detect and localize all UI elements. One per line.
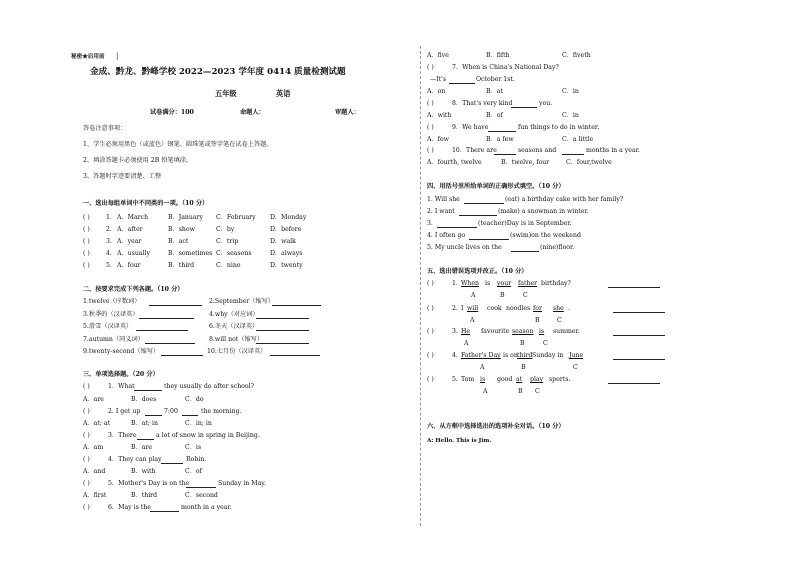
- answer-blank[interactable]: [511, 245, 539, 252]
- answer-paren[interactable]: ( ): [83, 504, 90, 511]
- option-b: B．at: [486, 88, 503, 95]
- option-b: B．at; in: [131, 420, 158, 427]
- question-text: 8．That's very kind: [452, 100, 513, 107]
- answer-paren[interactable]: ( ): [427, 64, 434, 71]
- option-mark-b: B: [518, 388, 523, 395]
- section2-title: 二、按要求完成下列各题。（10 分）: [83, 286, 184, 293]
- question-text: 10．There are: [452, 147, 497, 154]
- answer-blank[interactable]: [161, 349, 203, 356]
- question-text: the morning.: [201, 408, 242, 415]
- option-a: A．first: [83, 492, 107, 499]
- option-mark-a: A: [471, 292, 476, 299]
- underlined-word-b: season: [512, 328, 534, 335]
- underlined-word-c: father: [518, 280, 538, 287]
- option-b: B．act: [168, 238, 189, 245]
- question-number: 5.: [452, 376, 458, 383]
- section4-title: 四、用括号里所给单词的正确形式填空。（10 分）: [427, 183, 565, 190]
- option-b: B．third: [131, 492, 158, 499]
- option-mark-a: A: [470, 317, 475, 324]
- answer-blank[interactable]: [256, 312, 309, 319]
- option-c: C．in; in: [185, 420, 212, 427]
- question-number: 1.: [106, 214, 112, 221]
- exam-title: 金成、黔龙、黔峰学校 2022—2023 学年度 0414 质量检测试题: [90, 67, 346, 77]
- option-b: B．of: [486, 112, 503, 119]
- option-c: C．is: [185, 444, 202, 451]
- sentence-word: summer.: [553, 328, 580, 335]
- underlined-word-a: He: [461, 328, 471, 335]
- option-a: A．few: [427, 136, 449, 143]
- answer-blank[interactable]: [459, 209, 497, 216]
- sentence-word: is: [485, 280, 491, 287]
- fill-text: 3.: [427, 220, 433, 227]
- option-a: A．on: [427, 88, 446, 95]
- underlined-word-b: third: [517, 352, 533, 359]
- option-c: C．trip: [216, 238, 239, 245]
- underlined-word-b: your: [497, 280, 512, 287]
- convert-item: 6.冬天（汉译英）: [209, 323, 259, 330]
- question-number: 2.: [106, 226, 112, 233]
- sentence-word: cook: [487, 305, 502, 312]
- answer-blank[interactable]: [139, 312, 194, 319]
- question-number: 3.: [452, 328, 458, 335]
- answer-blank[interactable]: [145, 337, 195, 344]
- question-number: 1.: [452, 280, 458, 287]
- option-c: C．do: [185, 396, 204, 403]
- convert-item: 4.why（对应词）: [209, 311, 259, 318]
- option-d: D．twenty: [270, 262, 303, 269]
- option-a: A．usually: [117, 250, 150, 257]
- convert-item: 7.autumn（同义词）: [83, 336, 144, 343]
- option-c: C．in: [562, 112, 579, 119]
- underlined-word-a: Father's Day: [461, 352, 501, 359]
- option-c: C．nine: [216, 262, 241, 269]
- question-text: 6．May is the: [108, 504, 151, 511]
- option-d: D．before: [270, 226, 302, 233]
- underlined-word-c: play: [530, 376, 544, 383]
- option-a: A．year: [117, 238, 142, 245]
- question-text: a lot of snow in spring in Beijing.: [156, 432, 260, 439]
- option-mark-c: C: [535, 388, 540, 395]
- sentence-word: good: [497, 376, 513, 383]
- answer-blank[interactable]: [449, 77, 475, 84]
- question-text: fun things to do in winter.: [518, 124, 600, 131]
- dialogue-line: A: Hello. This is Jim.: [427, 438, 492, 444]
- option-a: A．are: [83, 396, 104, 403]
- answer-blank[interactable]: [488, 125, 516, 132]
- convert-item: 10.七月份（汉译英）: [207, 348, 267, 355]
- answer-blank[interactable]: [256, 337, 309, 344]
- secret-bar: |: [116, 52, 119, 60]
- underlined-word-a: When: [461, 280, 479, 287]
- answer-paren[interactable]: ( ): [427, 100, 434, 107]
- question-text: 9．We have: [452, 124, 489, 131]
- option-b: B．are: [131, 444, 153, 451]
- fill-text: (eat) a birthday cake with her family?: [505, 196, 624, 203]
- question-number: 4.: [106, 250, 112, 257]
- option-a: A．five: [427, 52, 449, 59]
- answer-blank[interactable]: [272, 299, 321, 306]
- section6-title: 六、从方框中选择选出的选项补全对话。（10 分）: [427, 423, 565, 430]
- answer-paren[interactable]: ( ): [83, 214, 90, 221]
- answer-paren[interactable]: ( ): [427, 305, 434, 312]
- answer-blank[interactable]: [562, 148, 584, 155]
- answer-paren[interactable]: ( ): [427, 280, 434, 287]
- option-mark-b: B: [521, 364, 526, 371]
- option-d: D．walk: [270, 238, 296, 245]
- option-c: C．by: [216, 226, 235, 233]
- option-a: A．am: [83, 444, 104, 451]
- full-marks: 试卷满分：100: [150, 109, 194, 116]
- question-text: October 1st.: [476, 76, 515, 83]
- answer-paren[interactable]: ( ): [83, 456, 90, 463]
- section1-title: 一、选出每组单词中不同类的一项。（10 分）: [83, 200, 209, 207]
- sentence-word: birthday?: [541, 280, 571, 287]
- sentence-word: I: [461, 305, 464, 312]
- correction-blank[interactable]: [608, 281, 660, 288]
- answer-blank[interactable]: [437, 221, 477, 228]
- answer-paren[interactable]: ( ): [83, 238, 90, 245]
- underlined-word-b: at: [516, 376, 523, 383]
- secret-label: 秘密★启用前: [71, 54, 105, 60]
- option-b: B．with: [131, 468, 156, 475]
- option-b: B．third: [168, 262, 195, 269]
- option-mark-b: B: [500, 292, 505, 299]
- answer-paren[interactable]: ( ): [83, 226, 90, 233]
- question-text: you.: [539, 100, 553, 107]
- answer-paren[interactable]: ( ): [427, 328, 434, 335]
- answer-blank[interactable]: [149, 299, 202, 306]
- correction-blank[interactable]: [613, 329, 665, 336]
- note-item: 3、答题时字迹要清楚、工整: [83, 173, 162, 180]
- underlined-word-a: will: [467, 305, 479, 312]
- correction-blank[interactable]: [613, 353, 665, 360]
- question-text: months in a year.: [586, 147, 640, 154]
- option-mark-c: C: [523, 292, 528, 299]
- fill-text: (swim)on the weekend: [510, 232, 581, 239]
- answer-paren[interactable]: ( ): [427, 352, 434, 359]
- fill-text: 4. I often go: [427, 232, 466, 239]
- option-b: B．fifth: [486, 52, 510, 59]
- option-a: A．after: [117, 226, 143, 233]
- option-c: C．seasons: [216, 250, 252, 257]
- option-mark-a: A: [464, 340, 469, 347]
- question-text: month in a year.: [181, 504, 232, 511]
- answer-blank[interactable]: [511, 101, 537, 108]
- column-divider: [420, 46, 421, 526]
- answer-blank[interactable]: [256, 324, 309, 331]
- question-text: 2. I get up: [108, 408, 141, 415]
- sentence-word: Sunday in: [532, 352, 564, 359]
- answer-blank[interactable]: [186, 481, 216, 488]
- subject-label: 英语: [276, 89, 291, 98]
- answer-paren[interactable]: ( ): [83, 250, 90, 257]
- fill-text: (nine)floor.: [540, 244, 575, 251]
- option-mark-b: B: [535, 317, 540, 324]
- answer-blank[interactable]: [494, 148, 516, 155]
- question-text: Robin.: [186, 456, 207, 463]
- option-c: C．in: [562, 88, 579, 95]
- answer-paren[interactable]: ( ): [83, 408, 90, 415]
- reviewer-label: 审题人：: [335, 109, 360, 116]
- option-c: C．fiveth: [562, 52, 591, 59]
- answer-paren[interactable]: ( ): [83, 432, 90, 439]
- option-c: C．second: [185, 492, 218, 499]
- answer-paren[interactable]: ( ): [83, 383, 90, 390]
- sentence-word: noodles: [506, 305, 531, 312]
- question-text: Sunday in May.: [218, 480, 266, 487]
- option-c: C．four,twelve: [566, 159, 612, 166]
- answer-blank[interactable]: [150, 505, 179, 512]
- notes-title: 答卷注意事项：: [83, 125, 127, 132]
- option-mark-c: C: [557, 317, 562, 324]
- sentence-word: sports.: [549, 376, 571, 383]
- question-text: 5．Mother's Day is on the: [108, 480, 190, 487]
- convert-item: 5.滑雪（汉译英）: [83, 323, 133, 330]
- correction-blank[interactable]: [608, 377, 660, 384]
- option-b: B．January: [168, 214, 204, 221]
- question-text: 7:00: [164, 408, 178, 415]
- underlined-word-c: is: [539, 328, 545, 335]
- question-number: 3.: [106, 238, 112, 245]
- option-a: A．four: [117, 262, 141, 269]
- answer-paren[interactable]: ( ): [83, 480, 90, 487]
- option-c: C．a little: [562, 136, 594, 143]
- answer-blank[interactable]: [469, 233, 509, 240]
- option-b: B．show: [168, 226, 195, 233]
- option-a: A．fourth, twelve: [427, 159, 482, 166]
- answer-paren[interactable]: ( ): [83, 262, 90, 269]
- fill-text: 5. My uncle lives on the: [427, 244, 502, 251]
- answer-paren[interactable]: ( ): [427, 147, 434, 154]
- option-b: B．a few: [486, 136, 514, 143]
- convert-item: 2.September（缩写）: [209, 298, 275, 305]
- option-mark-a: A: [483, 388, 488, 395]
- answer-blank[interactable]: [137, 433, 154, 440]
- option-d: D．always: [270, 250, 303, 257]
- question-number: 4.: [452, 352, 458, 359]
- fill-text: (teacher)Day is in September.: [478, 220, 572, 227]
- sentence-word: .: [568, 305, 570, 312]
- question-text: seasons and: [518, 147, 557, 154]
- question-text: —It's: [430, 76, 446, 83]
- option-b: B．twelve, four: [501, 159, 550, 166]
- fill-text: 1. Will she: [427, 196, 460, 203]
- answer-blank[interactable]: [270, 349, 320, 356]
- question-number: 5.: [106, 262, 112, 269]
- option-a: A．March: [117, 214, 149, 221]
- section3-title: 三、单项选择题。（20 分）: [83, 371, 159, 378]
- option-a: A．and: [83, 468, 106, 475]
- underlined-word-c: she: [553, 305, 564, 312]
- convert-item: 8.will not（缩写）: [209, 336, 264, 343]
- underlined-word-c: June: [569, 352, 584, 359]
- answer-blank[interactable]: [161, 457, 183, 464]
- question-text: 4．They can play: [108, 456, 162, 463]
- convert-item: 9.twenty-second（缩写）: [83, 348, 160, 355]
- option-mark-c: C: [573, 364, 578, 371]
- answer-blank[interactable]: [134, 384, 162, 391]
- grade-label: 五年级: [215, 89, 237, 98]
- question-text: 7．When is China's National Day?: [452, 64, 559, 71]
- option-b: B．does: [131, 396, 157, 403]
- section5-title: 五、选出错误选项并改正。（10 分）: [427, 268, 528, 275]
- note-item: 1、学生必须用黑色（或蓝色）钢笔、圆珠笔或签字笔在试卷上答题。: [83, 141, 273, 148]
- sentence-word: Tom: [461, 376, 475, 383]
- option-b: B．sometimes: [168, 250, 213, 257]
- option-d: D．Monday: [270, 214, 307, 221]
- option-mark-b: B: [520, 340, 525, 347]
- fill-text: (make) a snowman in winter.: [498, 208, 589, 215]
- underlined-word-a: is: [480, 376, 486, 383]
- answer-blank[interactable]: [464, 197, 504, 204]
- question-text: they usually do after school?: [164, 383, 254, 390]
- fill-text: 2. I want: [427, 208, 455, 215]
- underlined-word-b: for: [533, 305, 542, 312]
- question-number: 2.: [452, 305, 458, 312]
- option-mark-a: A: [480, 364, 485, 371]
- sentence-word: favourite: [481, 328, 510, 335]
- option-mark-c: C: [543, 340, 548, 347]
- setter-label: 命题人：: [240, 109, 265, 116]
- convert-item: 1.twelve（序数词）: [83, 298, 141, 305]
- answer-blank[interactable]: [136, 324, 188, 331]
- answer-paren[interactable]: ( ): [427, 376, 434, 383]
- question-text: 1．What: [108, 383, 135, 390]
- option-c: C．February: [216, 214, 256, 221]
- note-item: 2、填涂答题卡必须使用 2B 铅笔填涂。: [83, 157, 193, 164]
- option-c: C．of: [185, 468, 202, 475]
- sentence-word: is on: [503, 352, 518, 359]
- answer-blank[interactable]: [145, 409, 162, 416]
- answer-paren[interactable]: ( ): [427, 124, 434, 131]
- option-a: A．with: [427, 112, 452, 119]
- option-a: A．at; at: [83, 420, 111, 427]
- correction-blank[interactable]: [613, 306, 665, 313]
- convert-item: 3.秋季的（汉译英）: [83, 311, 139, 318]
- question-text: 3．There: [108, 432, 137, 439]
- answer-blank[interactable]: [182, 409, 198, 416]
